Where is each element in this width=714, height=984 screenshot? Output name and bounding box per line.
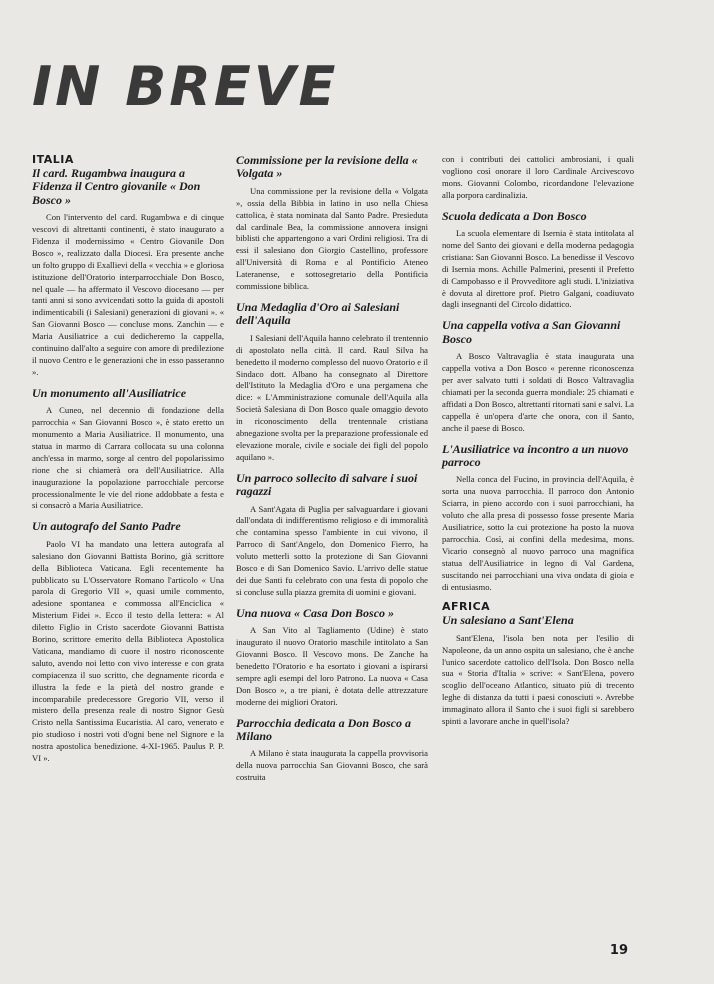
column-2	[236, 154, 428, 792]
article-text: A Sant'Agata di Puglia per salvaguardare i giovani dall'ondata di indifferentismo religioso e di immoralità che contamina spesso l'ambiente in cui vivono, il Parroco di Sant'Angelo, don Domenico Fierro, ha voluto metterli sotto la protezione di San Giovanni Bosco e di San Domenico Savio. L'arrivo delle statue dei due Santi fu celebrato con una festa di popolo che si concluse sulla piazza gremita di uomini e giovani.	[236, 503, 428, 597]
article-title: Parrocchia dedicata a Don Bosco a Milano	[236, 715, 411, 743]
article-text: Con l'intervento del card. Rugambwa e di cinque vescovi di altrettanti continenti, è stato inaugurato a Fidenza il modernissimo « Centro Giovanile Don Bosco », realizzato dalla Diocesi. Era presente anche un folto gruppo di Exallievi della « vecchia » e gloriosa istituzione dell'Oratorio interparrocchiale Don Bosco, nel quale — ha affermato il Vescovo diocesano — per tanti anni si sono avvicendati sotto la guida di apostoli indimenticabili (i Salesiani) generazioni di giovani ». « San Giovanni Bosco — concluse mons. Zanchin — e Maria Ausiliatrice a cui dedicheremo la cappella, continuino dall'alto a seguire con amore di predilezione il nuovo Centro e le generazioni che in esso passeranno ».	[32, 212, 224, 377]
article-title: Un salesiano a Sant'Elena	[442, 613, 574, 628]
article-text: A Bosco Valtravaglia è stata inaugurata una cappella votiva a Don Bosco « perenne riconoscenza per aver salvato tutti i soldati di Bosco Valtravaglia chiamati per la seconda guerra mondiale: 25 chiamati e affidati a Don Bosco, altrettanti ritornati sani e salvi. La cappella è un'opera d'arte che onora, con il Santo, anche il paese di Bosco.	[442, 351, 634, 433]
article-text: Sant'Elena, l'isola ben nota per l'esilio di Napoleone, da un anno ospita un salesiano, che è anche l'unico sacerdote cattolico dell'Isola. Don Bosco nella sua « Storia d'Italia » scrive: « Sant'Elena, povero scoglio dell'oceano Atlantico, situato più di trecento leghe di distanza da tutti i paesi conosciuti ». Avrebbe immaginato allora il Santo che i suoi figli si sarebbero spinti a lavorare anche in quell'isola?	[442, 632, 634, 727]
article-title: L'Ausiliatrice va incontro a un nuovo parroco	[442, 441, 629, 469]
article-continuation: con i contributi dei cattolici ambrosiani, i quali vogliono così onorare il loro Cardinale Arcivescovo mons. Giovanni Colombo, ricordandone l'elevazione alla porpora cardinalizia.	[442, 154, 634, 200]
column-3	[442, 154, 634, 736]
article-title: Il card. Rugambwa inaugura a Fidenza il Centro giovanile « Don Bosco »	[32, 165, 201, 207]
article-text: A San Vito al Tagliamento (Udine) è stato inaugurato il nuovo Oratorio maschile intitolato a San Giovanni Bosco. Il Vescovo mons. De Zanche ha benedetto l'Oratorio e ha esortato i giovani a ispirarsi sempre agli esempi del loro Patrono. La nuova « Casa Don Bosco », a tre piani, è dotata delle attrezzature moderne dei migliori Oratori.	[236, 625, 428, 707]
region-heading-italia: ITALIA	[32, 153, 74, 166]
article-title: Scuola dedicata a Don Bosco	[442, 208, 587, 223]
section-masthead: IN BREVE	[32, 55, 339, 118]
article-title: Un autografo del Santo Padre	[32, 519, 181, 534]
region-heading-africa: AFRICA	[442, 600, 491, 614]
article-text: La scuola elementare di Isernia è stata intitolata al nome del Santo dei giovani e della moderna pedagogia cristiana: San Giovanni Bosco. La benedisse il Vescovo di Isernia mons. Achille Palmerini, presenti il Prefetto di Campobasso e il Provveditore agli studi. L'iniziativa è dovuta al direttore prof. Pietro Galgani, coadiuvato dagli insegnanti del Circolo didattico.	[442, 228, 634, 310]
article-title: Una Medaglia d'Oro ai Salesiani dell'Aquila	[236, 299, 400, 328]
article-text: Nella conca del Fucino, in provincia dell'Aquila, è sorta una nuova parrocchia. Il parroco don Antonio Sciarra, in pieno accordo con i suoi parrocchiani, ha voluto che alla presa di possesso fosse presente Maria Ausiliatrice, sotto la cui protezione ha posto la nuova parrocchia. Così, ai confini della medesima, mons. Vicario consegnò al nuovo parroco una magnifica statua dell'Ausiliatrice in legno di Val Gardena, suscitando nei parrocchiani una viva ondata di gioia e di entusiasmo.	[442, 474, 634, 592]
article-text: A Cuneo, nel decennio di fondazione della parrocchia « San Giovanni Bosco », è stato eretto un monumento a Maria Ausiliatrice. Il monumento, una statua in marmo di Carrara collocata su una colonna anch'essa in marmo, sorge al centro del popolarissimo rione che si chiamerà ora dell'Ausiliatrice. Alla inaugurazione la popolazione parrocchiale percorse processionalmente le vie del rione addobbate a festa e si consacrò a Maria Ausiliatrice.	[32, 405, 224, 511]
article-title: Commissione per la revisione della « Volgata »	[236, 153, 418, 181]
article-text: Paolo VI ha mandato una lettera autografa al salesiano don Giovanni Battista Borino, già scrittore della Biblioteca Vaticana. Egli recentemente ha pubblicato su L'Osservatore Romano l'articolo « Una parola di Gregorio VII », quasi umile commento, adesione spontanea e commossa all'Enciclica « Misterium Fidei ». Ecco il testo della lettera: « Al diletto Figlio in Cristo sacerdote Giovanni Battista Borino, scrittore emerito della Biblioteca Apostolica Vaticana, mandiamo di cuore il nostro riconoscente saluto, avendo noi letto con vivo interesse e con grata compiacenza il suo scritto, che degnamente ricorda e illustra la fede e la pietà del nostro grande e incomparabile predecessore Gregorio VII, verso il mistero della presenza reale di nostro Signor Gesù Cristo nella Santissima Eucaristia. Al caro, venerato e pio studioso i nostri voti d'ogni bene nel Signore e la nostra apostolica benedizione. 4-XI-1965. Paulus P. P. VI ».	[32, 538, 224, 764]
article-text: I Salesiani dell'Aquila hanno celebrato il trentennio di apostolato nella città. Il card. Raul Silva ha benedetto il moderno complesso del nuovo Oratorio e il Sindaco dott. Albano ha consegnato al Direttore dell'Istituto la Medaglia d'Oro e una pergamena che dice: « L'Amministrazione comunale dell'Aquila alla Società Salesiana di Don Bosco quale omaggio devoto in riconoscimento della trentennale cristiana abnegazione svolta per la preparazione professionale ed elevazione morale, civile e sociale dei figli del popolo aquilano ».	[236, 332, 428, 462]
article-text: Una commissione per la revisione della « Volgata », ossia della Bibbia in latino in uso nella Chiesa cattolica, è stata nominata dal Santo Padre. Presieduta dal cardinale Bea, la commissione annovera insigni biblisti che appartengono a vari Ordini religiosi. Tra di essi il salesiano don Giorgio Castellino, professore all'Università di Roma e al Pontificio Ateneo Lateranense, e sottosegretario della Pontificia commissione biblica.	[236, 185, 428, 292]
article-text: A Milano è stata inaugurata la cappella provvisoria della nuova parrocchia San Giovanni Bosco, che sarà costruita	[236, 748, 428, 783]
article-title: Un monumento all'Ausiliatrice	[32, 385, 187, 400]
article-title: Un parroco sollecito di salvare i suoi ragazzi	[236, 470, 418, 499]
article-title: Una nuova « Casa Don Bosco »	[236, 605, 395, 620]
page-number: 19	[609, 943, 628, 958]
article-title: Una cappella votiva a San Giovanni Bosco	[442, 318, 621, 346]
column-1	[32, 154, 224, 773]
